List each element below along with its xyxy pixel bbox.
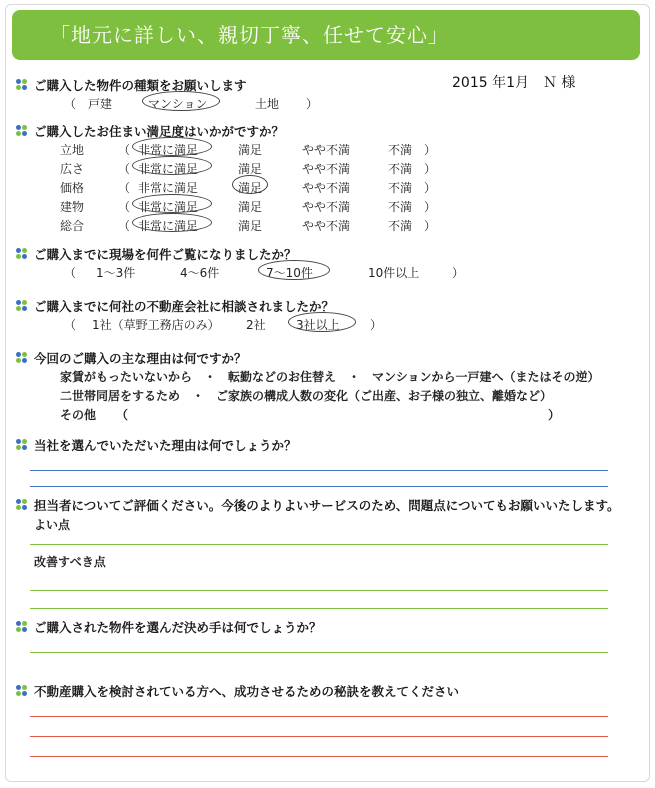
q7-improve-line-1 xyxy=(30,590,608,591)
q9-answer-line-3 xyxy=(30,756,608,757)
q4-open-paren: （ xyxy=(64,318,77,332)
q3-question: ご購入までに現場を何件ご覧になりましたか？ xyxy=(16,245,297,263)
q1-question: ご購入した物件の種類をお願いします xyxy=(16,76,247,94)
bullet-icon xyxy=(16,248,30,260)
q4-close-paren: ） xyxy=(370,318,383,332)
q3-option-1-3: 1～3件 xyxy=(96,266,136,280)
q3-option-4-6: 4～6件 xyxy=(180,266,220,280)
bullet-icon xyxy=(16,621,30,633)
q4-option-3plus: 3社以上 xyxy=(296,318,340,332)
q3-option-7-10: 7～10件 xyxy=(266,266,313,280)
q9-answer-line-1 xyxy=(30,716,608,717)
banner-title: 「地元に詳しい、親切丁寧、任せて安心」 xyxy=(12,10,640,60)
q9-question: 不動産購入を検討されている方へ、成功させるための秘訣を教えてください xyxy=(16,682,459,700)
bullet-icon xyxy=(16,300,30,312)
q5-line2: 二世帯同居をするため ・ ご家族の構成人数の変化（ご出産、お子様の独立、離婚など） xyxy=(60,389,553,403)
q1-open-paren: （ xyxy=(64,97,77,111)
q8-question: ご購入された物件を選んだ決め手は何でしょうか？ xyxy=(16,618,322,636)
q7-question: 担当者についてご評価ください。今後のよりよいサービスのため、問題点についてもお願いいたします。 xyxy=(16,496,620,514)
q3-close-paren: ） xyxy=(452,266,465,280)
q3-answer-circle xyxy=(258,260,330,280)
q6-question: 当社を選んでいただいた理由は何でしょうか？ xyxy=(16,436,297,454)
q2-location-answer-circle xyxy=(132,137,212,156)
q5-other-label: その他 xyxy=(60,408,97,422)
q2-building-answer-circle xyxy=(132,194,212,213)
q2-overall-answer-circle xyxy=(132,213,212,232)
q1-option-house: 戸建 xyxy=(88,97,113,111)
q1-option-mansion: マンション xyxy=(148,97,208,111)
bullet-icon xyxy=(16,499,30,511)
q1-answer-circle xyxy=(142,91,220,111)
q7-good-label: よい点 xyxy=(34,518,71,532)
q2-price-answer-circle xyxy=(232,175,268,194)
bullet-icon xyxy=(16,439,30,451)
bullet-icon xyxy=(16,685,30,697)
q4-answer-circle xyxy=(288,312,356,332)
q5-line1: 家賃がもったいないから ・ 転勤などのお住替え ・ マンションから一戸建へ（またはその逆） xyxy=(60,370,600,384)
q2-question: ご購入したお住まい満足度はいかがですか？ xyxy=(16,122,284,140)
q5-other-open: （ xyxy=(116,408,129,422)
q1-close-paren: ） xyxy=(306,97,319,111)
q3-open-paren: （ xyxy=(64,266,77,280)
q8-answer-line xyxy=(30,652,608,653)
q4-option-1: 1社（草野工務店のみ） xyxy=(92,318,220,332)
bullet-icon xyxy=(16,125,30,137)
q2-size-answer-circle xyxy=(132,156,212,175)
q9-answer-line-2 xyxy=(30,736,608,737)
q4-option-2: 2社 xyxy=(246,318,266,332)
q1-option-land: 土地 xyxy=(255,97,280,111)
q4-question: ご購入までに何社の不動産会社に相談されましたか？ xyxy=(16,297,334,315)
q7-improve-line-2 xyxy=(30,608,608,609)
q6-answer-line-2 xyxy=(30,486,608,487)
q6-answer-line-1 xyxy=(30,470,608,471)
bullet-icon xyxy=(16,352,30,364)
q5-question: 今回のご購入の主な理由は何ですか？ xyxy=(16,349,247,367)
q7-improve-label: 改善すべき点 xyxy=(34,555,106,569)
bullet-icon xyxy=(16,79,30,91)
q7-good-line xyxy=(30,544,608,545)
q3-option-10plus: 10件以上 xyxy=(368,266,420,280)
customer-date: 2015 年1月 Ｎ 様 xyxy=(452,75,576,91)
q5-other-close: ） xyxy=(548,408,561,422)
